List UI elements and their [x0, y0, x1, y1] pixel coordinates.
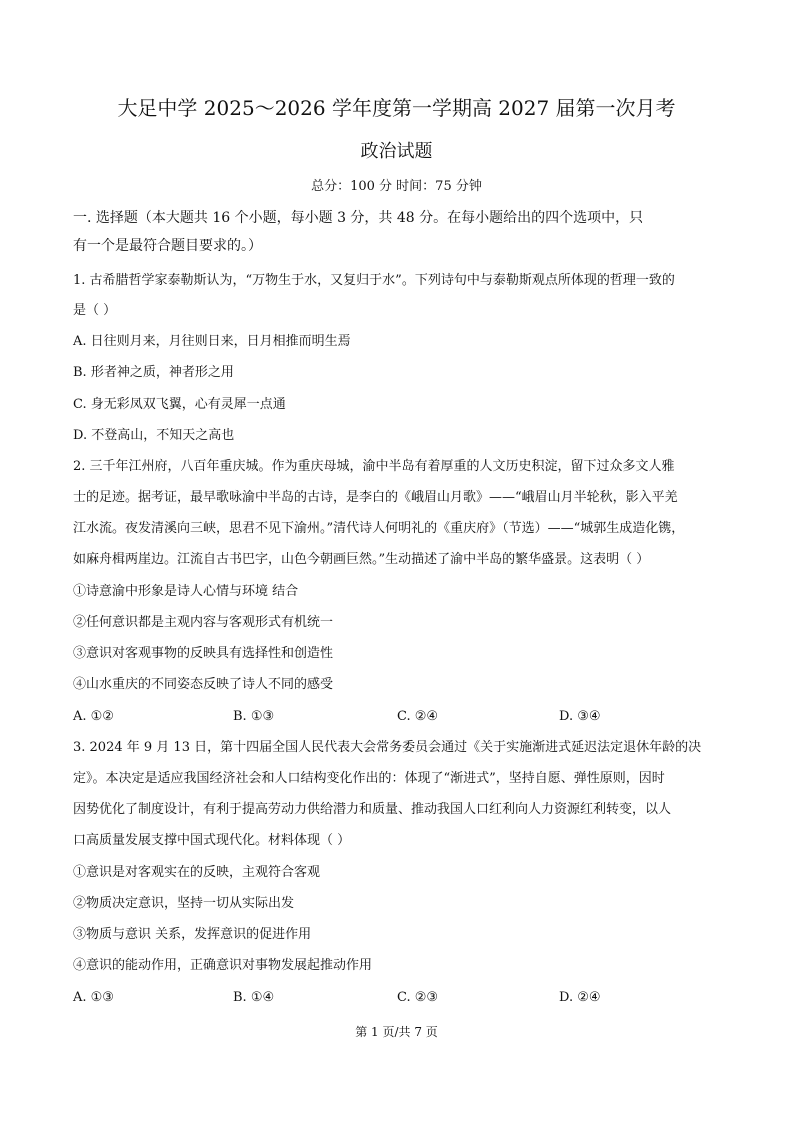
question-3-stem-cont-1: 定》。本决定是适应我国经济社会和人口结构变化作出的：体现了“渐进式”，坚持自愿、弹性原则，因时 — [73, 771, 665, 786]
question-3-stem: 3. 2024 年 9 月 13 日，第十四届全国人民代表大会常务委员会通过《关于实施渐进式延迟法定退休年龄的决 — [73, 740, 702, 755]
question-1-option-d: D. 不登高山，不知天之高也 — [73, 428, 235, 443]
section-instructions-line-2: 有一个是最符合题目要求的。） — [73, 238, 262, 254]
question-2-stem: 2. 三千年江州府，八百年重庆城。作为重庆母城，渝中半岛有着厚重的人文历史积淀，留下过众多文人雅 — [73, 459, 675, 474]
question-1-stem: 1. 古希腊哲学家泰勒斯认为，“万物生于水，又复归于水”。下列诗句中与泰勒斯观点所体现的哲理一致的 — [73, 273, 675, 288]
question-2-option-a: A. ①② — [73, 709, 114, 724]
question-3-option-b: B. ①④ — [233, 990, 275, 1005]
question-2-option-d: D. ③④ — [559, 709, 601, 724]
question-2-stem-cont-2: 江水流。夜发清溪向三峡，思君不见下渝州。”清代诗人何明礼的《重庆府》（节选）——“城郭生成造化镌， — [73, 521, 685, 536]
question-1-stem-cont: 是（ ） — [73, 303, 117, 318]
question-1-option-a: A. 日往则月来，月往则日来，日月相推而明生焉 — [73, 334, 351, 349]
question-3-stem-cont-2: 因势优化了制度设计，有利于提高劳动力供给潜力和质量、推动我国人口红利向人力资源红利转变，以人 — [73, 802, 672, 817]
exam-meta: 总分：100 分 时间：75 分钟 — [311, 179, 482, 194]
question-3-statement-4: ④意识的能动作用，正确意识对事物发展起推动作用 — [73, 958, 373, 973]
question-3-option-c: C. ②③ — [397, 990, 439, 1005]
section-instructions-line-1: 一. 选择题（本大题共 16 个小题，每小题 3 分，共 48 分。在每小题给出的四个选项中，只 — [73, 210, 644, 226]
question-2-option-c: C. ②④ — [397, 709, 439, 724]
question-2-statement-1: ①诗意渝中形象是诗人心情与环境 结合 — [73, 584, 299, 599]
question-1-option-c: C. 身无彩凤双飞翼，心有灵犀一点通 — [73, 397, 286, 412]
question-3-stem-cont-3: 口高质量发展支撑中国式现代化。材料体现（ ） — [73, 833, 351, 848]
question-2-statement-4: ④山水重庆的不同姿态反映了诗人不同的感受 — [73, 677, 334, 692]
page-number-footer: 第 1 页/共 7 页 — [355, 1025, 438, 1039]
question-3-statement-2: ②物质决定意识，坚持一切从实际出发 — [73, 896, 295, 911]
question-1-option-b: B. 形者神之质，神者形之用 — [73, 365, 234, 380]
question-2-statement-3: ③意识对客观事物的反映具有选择性和创造性 — [73, 646, 334, 661]
question-2-stem-cont-1: 士的足迹。据考证，最早歌咏渝中半岛的古诗，是李白的《峨眉山月歌》——“峨眉山月半轮秋，影入平羌 — [73, 490, 678, 505]
question-3-option-a: A. ①③ — [73, 990, 114, 1005]
question-3-statement-3: ③物质与意识 关系，发挥意识的促进作用 — [73, 927, 312, 942]
subject-title: 政治试题 — [360, 141, 433, 162]
question-3-statement-1: ①意识是对客观实在的反映，主观符合客观 — [73, 865, 321, 880]
question-2-stem-cont-3: 如麻舟楫两崖边。江流自古书巴字，山色今朝画巨然。”生动描述了渝中半岛的繁华盛景。这表明（ ） — [73, 552, 650, 567]
question-2-options — [73, 709, 723, 725]
question-2-statement-2: ②任何意识都是主观内容与客观形式有机统一 — [73, 615, 334, 630]
exam-title: 大足中学 2025～2026 学年度第一学期高 2027 届第一次月考 — [117, 96, 676, 120]
question-3-options — [73, 990, 723, 1006]
question-2-option-b: B. ①③ — [233, 709, 275, 724]
question-3-option-d: D. ②④ — [559, 990, 601, 1005]
